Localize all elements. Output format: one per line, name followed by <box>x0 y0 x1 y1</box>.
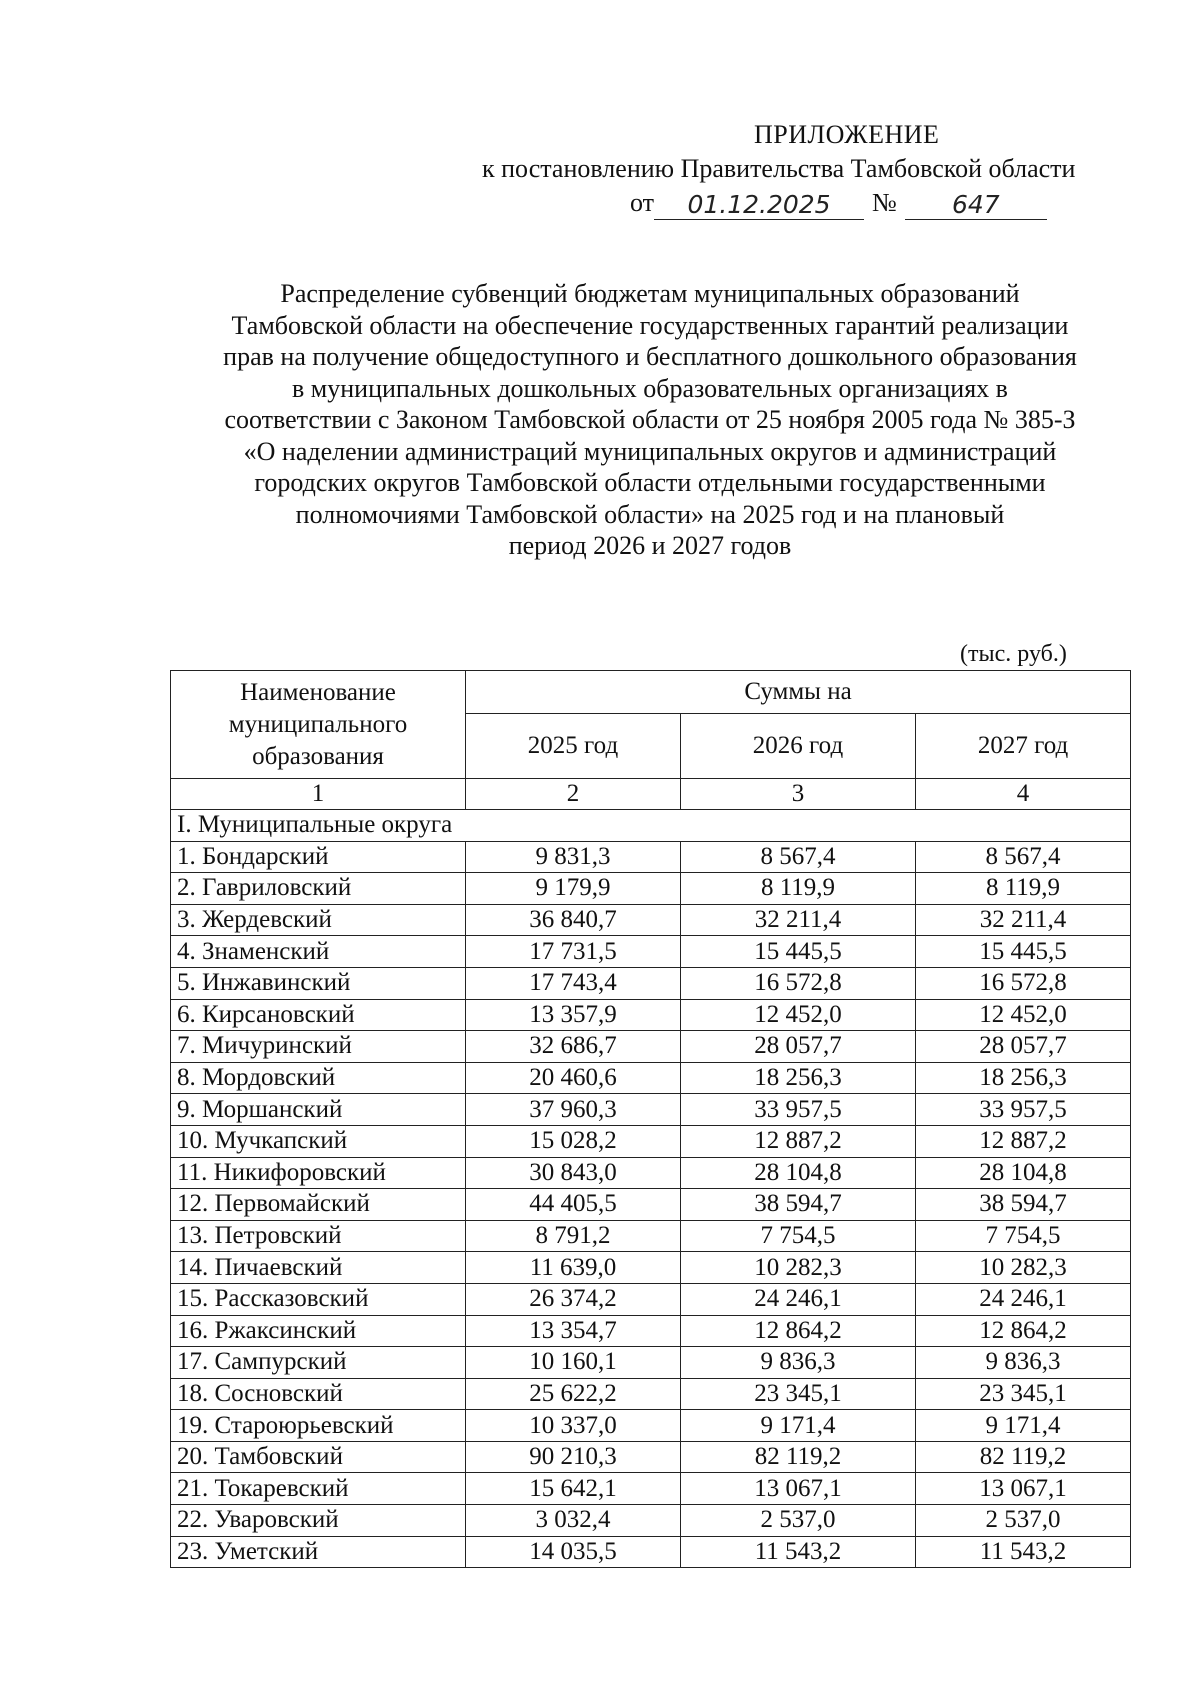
row-name: 6. Кирсановский <box>171 999 466 1031</box>
column-number: 1 <box>171 779 466 810</box>
table-row <box>171 1347 1131 1379</box>
title-line: «О наделении администраций муниципальных округов и администраций <box>243 436 1057 466</box>
table-row <box>171 1473 1131 1505</box>
row-value-2026: 33 957,5 <box>681 1094 916 1126</box>
row-name: 22. Уваровский <box>171 1505 466 1537</box>
table-row <box>171 1283 1131 1315</box>
table-row <box>171 1094 1131 1126</box>
header-year-2027: 2027 год <box>916 714 1131 779</box>
row-value-2027: 9 836,3 <box>916 1347 1131 1379</box>
header-sums: Суммы на <box>466 671 1131 714</box>
row-value-2026: 7 754,5 <box>681 1220 916 1252</box>
row-name: 14. Пичаевский <box>171 1252 466 1284</box>
table-row <box>171 1378 1131 1410</box>
row-name: 7. Мичуринский <box>171 1031 466 1063</box>
title-line: Распределение субвенций бюджетам муниципальных образований <box>280 279 1020 308</box>
row-value-2027: 7 754,5 <box>916 1220 1131 1252</box>
title-line: городских округов Тамбовской области отдельными государственными <box>254 468 1046 497</box>
row-value-2025: 90 210,3 <box>466 1441 681 1473</box>
header-year-2026: 2026 год <box>681 714 916 779</box>
row-value-2026: 12 864,2 <box>681 1315 916 1347</box>
table-row <box>171 841 1131 873</box>
row-name: 17. Сампурский <box>171 1347 466 1379</box>
subvention-table <box>170 670 1131 1568</box>
row-name: 11. Никифоровский <box>171 1157 466 1189</box>
column-number: 4 <box>916 779 1131 810</box>
row-value-2026: 28 104,8 <box>681 1157 916 1189</box>
row-value-2025: 11 639,0 <box>466 1252 681 1284</box>
table-row <box>171 1157 1131 1189</box>
row-name: 21. Токаревский <box>171 1473 466 1505</box>
table-row <box>171 1505 1131 1537</box>
row-name: 4. Знаменский <box>171 936 466 968</box>
units-label: (тыс. руб.) <box>960 641 1067 667</box>
row-value-2026: 2 537,0 <box>681 1505 916 1537</box>
row-value-2026: 13 067,1 <box>681 1473 916 1505</box>
row-name: 5. Инжавинский <box>171 967 466 999</box>
row-value-2027: 38 594,7 <box>916 1189 1131 1221</box>
table-body <box>171 810 1131 1568</box>
row-value-2025: 26 374,2 <box>466 1283 681 1315</box>
table-row <box>171 1031 1131 1063</box>
table-row <box>171 1062 1131 1094</box>
table-row <box>171 1189 1131 1221</box>
row-value-2027: 8 119,9 <box>916 873 1131 905</box>
table-row <box>171 1125 1131 1157</box>
approval-date-line <box>630 186 1150 220</box>
row-value-2025: 9 831,3 <box>466 841 681 873</box>
row-value-2025: 9 179,9 <box>466 873 681 905</box>
row-value-2025: 30 843,0 <box>466 1157 681 1189</box>
table-row <box>171 1536 1131 1568</box>
row-name: 13. Петровский <box>171 1220 466 1252</box>
row-value-2026: 15 445,5 <box>681 936 916 968</box>
header-name: Наименование муниципального образования <box>171 671 466 779</box>
row-value-2025: 10 337,0 <box>466 1410 681 1442</box>
row-value-2027: 10 282,3 <box>916 1252 1131 1284</box>
row-name: 18. Сосновский <box>171 1378 466 1410</box>
number-sign: № <box>872 188 897 217</box>
row-name: 20. Тамбовский <box>171 1441 466 1473</box>
row-name: 15. Рассказовский <box>171 1283 466 1315</box>
row-value-2026: 28 057,7 <box>681 1031 916 1063</box>
row-name: 10. Мучкапский <box>171 1125 466 1157</box>
row-value-2025: 44 405,5 <box>466 1189 681 1221</box>
row-value-2026: 23 345,1 <box>681 1378 916 1410</box>
row-name: 1. Бондарский <box>171 841 466 873</box>
approval-block <box>470 118 1150 220</box>
row-name: 2. Гавриловский <box>171 873 466 905</box>
row-value-2026: 8 119,9 <box>681 873 916 905</box>
table-row <box>171 999 1131 1031</box>
row-value-2025: 32 686,7 <box>466 1031 681 1063</box>
row-value-2027: 12 452,0 <box>916 999 1131 1031</box>
row-value-2025: 15 642,1 <box>466 1473 681 1505</box>
row-value-2027: 18 256,3 <box>916 1062 1131 1094</box>
table-row <box>171 1441 1131 1473</box>
row-value-2027: 12 887,2 <box>916 1125 1131 1157</box>
table-row <box>171 936 1131 968</box>
row-value-2025: 13 357,9 <box>466 999 681 1031</box>
row-value-2026: 38 594,7 <box>681 1189 916 1221</box>
row-value-2026: 24 246,1 <box>681 1283 916 1315</box>
row-value-2025: 37 960,3 <box>466 1094 681 1126</box>
title-line: в муниципальных дошкольных образовательных организациях в <box>292 373 1008 403</box>
title-line: полномочиями Тамбовской области» на 2025 год и на плановый <box>295 499 1005 529</box>
row-name: 3. Жердевский <box>171 904 466 936</box>
table-row <box>171 1315 1131 1347</box>
title-line: Тамбовской области на обеспечение государственных гарантий реализации <box>231 310 1069 340</box>
column-number: 2 <box>466 779 681 810</box>
row-value-2027: 2 537,0 <box>916 1505 1131 1537</box>
row-value-2026: 9 836,3 <box>681 1347 916 1379</box>
row-value-2026: 16 572,8 <box>681 967 916 999</box>
table-row <box>171 967 1131 999</box>
appendix-title: ПРИЛОЖЕНИЕ <box>754 120 940 149</box>
row-value-2027: 33 957,5 <box>916 1094 1131 1126</box>
title-line: прав на получение общедоступного и бесплатного дошкольного образования <box>223 342 1077 371</box>
row-value-2027: 32 211,4 <box>916 904 1131 936</box>
row-name: 23. Уметский <box>171 1536 466 1568</box>
row-value-2026: 82 119,2 <box>681 1441 916 1473</box>
date-prefix: от <box>630 188 655 217</box>
table-row <box>171 1220 1131 1252</box>
title-line: период 2026 и 2027 годов <box>508 531 792 560</box>
table-row <box>171 904 1131 936</box>
row-value-2026: 18 256,3 <box>681 1062 916 1094</box>
row-value-2025: 3 032,4 <box>466 1505 681 1537</box>
document-title <box>140 278 1160 562</box>
row-value-2027: 11 543,2 <box>916 1536 1131 1568</box>
title-line: соответствии с Законом Тамбовской области от 25 ноября 2005 года № 385-З <box>224 405 1076 434</box>
row-value-2027: 8 567,4 <box>916 841 1131 873</box>
row-name: 8. Мордовский <box>171 1062 466 1094</box>
row-value-2027: 23 345,1 <box>916 1378 1131 1410</box>
appendix-subtitle: к постановлению Правительства Тамбовской области <box>482 154 1076 183</box>
row-value-2027: 16 572,8 <box>916 967 1131 999</box>
column-number: 3 <box>681 779 916 810</box>
row-value-2025: 13 354,7 <box>466 1315 681 1347</box>
section-title: I. Муниципальные округа <box>171 810 1131 842</box>
row-value-2027: 15 445,5 <box>916 936 1131 968</box>
row-value-2025: 17 731,5 <box>466 936 681 968</box>
row-value-2026: 12 887,2 <box>681 1125 916 1157</box>
table-row <box>171 1410 1131 1442</box>
row-value-2027: 13 067,1 <box>916 1473 1131 1505</box>
row-name: 16. Ржаксинский <box>171 1315 466 1347</box>
row-value-2027: 28 104,8 <box>916 1157 1131 1189</box>
row-value-2025: 20 460,6 <box>466 1062 681 1094</box>
date-value-handwritten: 01.12.2025 <box>654 191 864 220</box>
row-value-2025: 25 622,2 <box>466 1378 681 1410</box>
row-value-2026: 11 543,2 <box>681 1536 916 1568</box>
section-row <box>171 810 1131 842</box>
row-value-2025: 10 160,1 <box>466 1347 681 1379</box>
row-value-2027: 12 864,2 <box>916 1315 1131 1347</box>
row-value-2025: 15 028,2 <box>466 1125 681 1157</box>
row-value-2025: 17 743,4 <box>466 967 681 999</box>
row-value-2025: 14 035,5 <box>466 1536 681 1568</box>
row-value-2026: 32 211,4 <box>681 904 916 936</box>
row-value-2026: 12 452,0 <box>681 999 916 1031</box>
row-value-2027: 28 057,7 <box>916 1031 1131 1063</box>
table-row <box>171 1252 1131 1284</box>
row-value-2025: 8 791,2 <box>466 1220 681 1252</box>
row-value-2027: 82 119,2 <box>916 1441 1131 1473</box>
row-value-2026: 9 171,4 <box>681 1410 916 1442</box>
row-name: 9. Моршанский <box>171 1094 466 1126</box>
header-year-2025: 2025 год <box>466 714 681 779</box>
table-row <box>171 873 1131 905</box>
row-value-2027: 24 246,1 <box>916 1283 1131 1315</box>
row-value-2026: 8 567,4 <box>681 841 916 873</box>
row-value-2025: 36 840,7 <box>466 904 681 936</box>
number-value-handwritten: 647 <box>905 191 1047 220</box>
row-name: 12. Первомайский <box>171 1189 466 1221</box>
row-value-2027: 9 171,4 <box>916 1410 1131 1442</box>
row-name: 19. Староюрьевский <box>171 1410 466 1442</box>
row-value-2026: 10 282,3 <box>681 1252 916 1284</box>
